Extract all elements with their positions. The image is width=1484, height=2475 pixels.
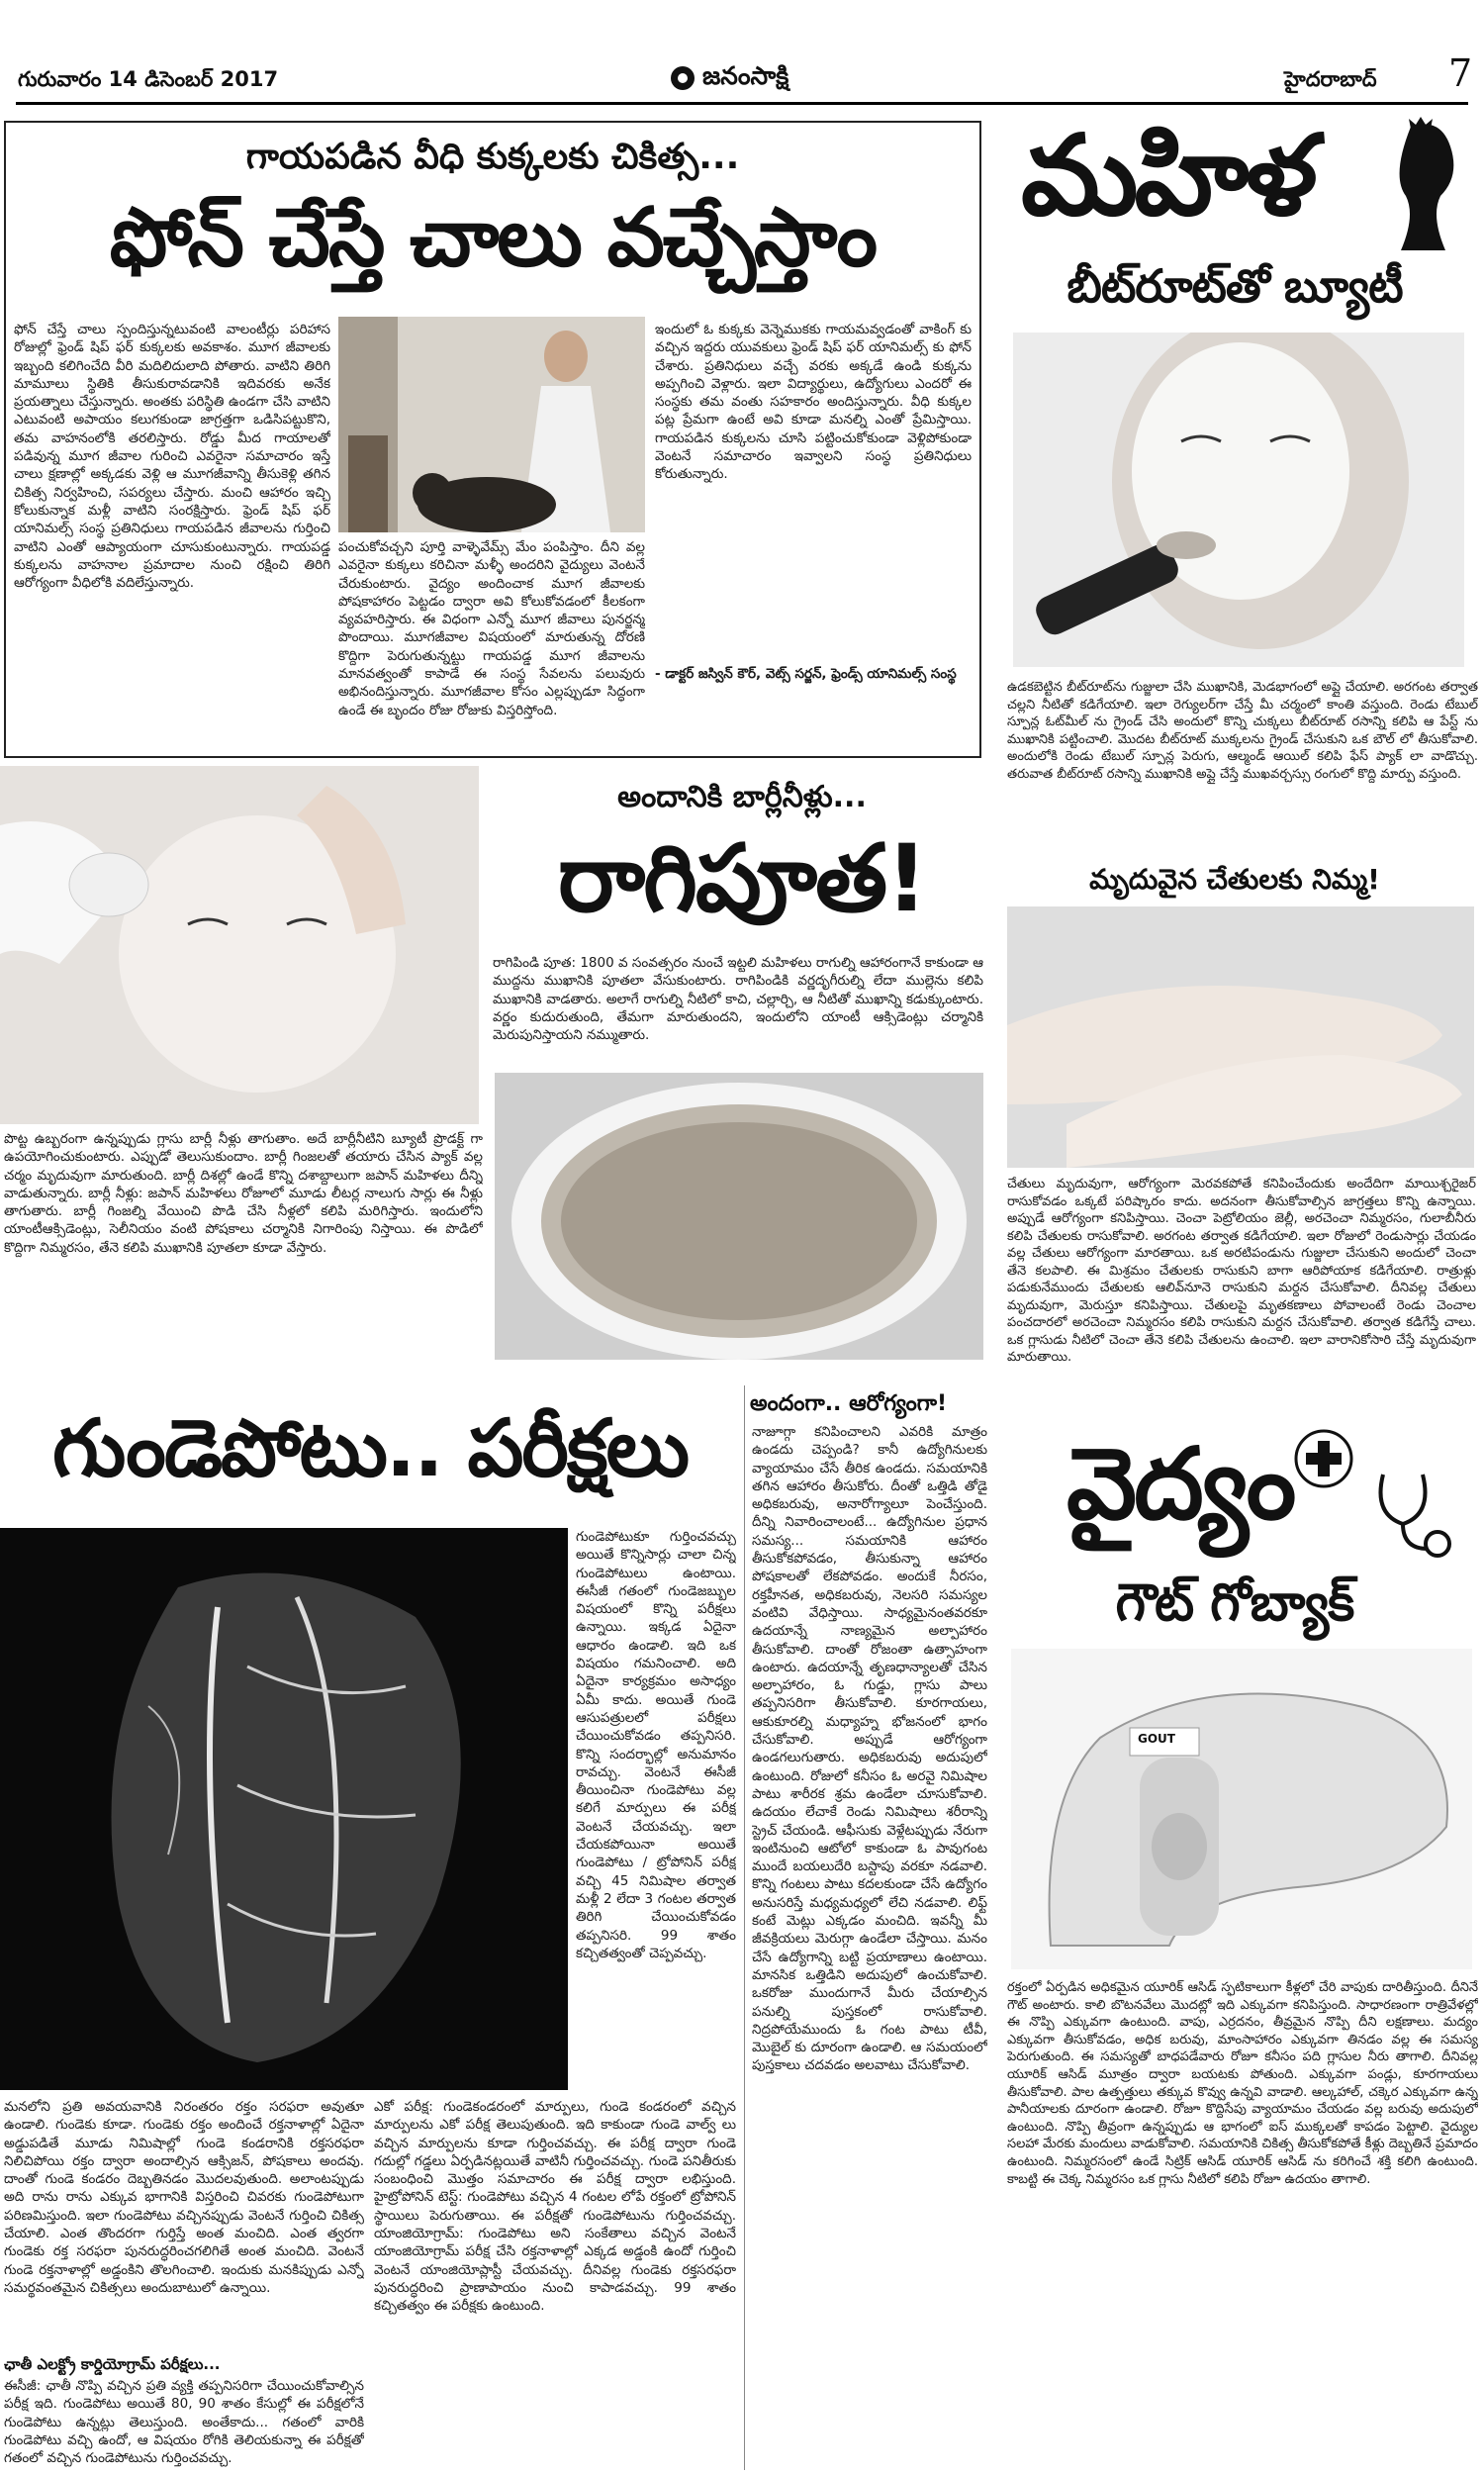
vaidyam-body: రక్తంలో ఏర్పడిన అధికమైన యూరిక్ ఆసిడ్ స్ఫటికాలుగా కీళ్లలో చేరి వాపుకు దారితీస్తుంది. దీనినే గౌట్ అంటారు. కాలి బొటనవేలు మొదట్లో ఇది ఎక్కువగా కనిపిస్తుంది. సాధారణంగా రాత్రివేళల్లో ఈ నొప్పి ఎక్కువగా ఉంటుంది. వాపు, ఎర్రదనం, తీవ్రమైన నొప్పి దీని లక్షణాలు. మద్యం ఎక్కువగా తీసుకోవడం, అధిక బరువు, మాంసాహారం ఎక్కువగా తినడం వల్ల ఈ సమస్య పెరుగుతుంది. ఈ సమస్యతో బాధపడేవారు రోజూ కనీసం పది గ్లాసుల నీరు తాగాలి. దీనివల్ల యూరిక్ ఆసిడ్ మూత్రం ద్వారా బయటకు పోతుంది. ఎక్కువగా పండ్లు, కూరగాయలు తీసుకోవాలి. పాల ఉత్పత్తులు తక్కువ కొవ్వు ఉన్నవి వాడాలి. ఆల్కహాల్, చక్కెర ఎక్కువగా ఉన్న పానీయాలకు దూరంగా ఉండాలి. రోజూ కొద్దిసేపు వ్యాయామం చేయడం వల్ల బరువు అదుపులో ఉంటుంది. నొప్పి తీవ్రంగా ఉన్నప్పుడు ఆ భాగంలో ఐస్ ముక్కలతో కాపడం పెట్టాలి. వైద్యుల సలహా మేరకు మందులు వాడుకోవాలి. సమయానికి చికిత్స తీసుకోకపోతే కీళ్లు దెబ్బతినే ప్రమాదం ఉంటుంది. నిమ్మరసంలో ఉండే సిట్రిక్ ఆసిడ్ యూరిక్ ఆసిడ్ ను కరిగించే శక్తి కలిగి ఉంటుంది. కాబట్టి ఈ చెక్క నిమ్మరసం ఒక గ్లాసు నీటిలో కలిపి రోజూ ఉదయం తాగాలి. — [1007, 1980, 1478, 2187]
woman-silhouette-icon — [1371, 117, 1470, 255]
health-article — [748, 1366, 991, 2475]
dogs-article — [4, 121, 981, 758]
vaidyam-logo — [997, 1425, 1472, 1573]
masthead-logo-icon — [669, 63, 696, 93]
ragi-kicker: అందానికి బార్లీనీళ్లు... — [617, 780, 867, 814]
header-date: గురువారం 14 డిసెంబర్ 2017 — [18, 67, 279, 91]
heart-body-left: మనలోని ప్రతి అవయవానికి నిరంతరం రక్తం సరఫరా అవుతూ ఉండాలి. గుండెకు కూడా. గుండెకు రక్తం అందించే రక్తనాళాల్లో ఏదైనా అడ్డుపడితే మూడు నిమిషాల్లో గుండె కండరానికి రక్తసరఫరా నిలిచిపోయి రక్తం ద్వారా అందాల్సిన ఆక్సిజన్, పోషకాలు అందవు. దాంతో గుండె కండరం దెబ్బతినడం మొదలవుతుంది. అలాంటప్పుడు అది రాను రాను ఎక్కువ భాగానికి విస్తరించి చివరకు గుండెపోటుగా పరిణమిస్తుంది. ఇలా గుండెపోటు వచ్చినప్పుడు వెంటనే గుర్తించి చికిత్స చేయాలి. ఎంత తొందరగా గుర్తిస్తే అంత మంచిది. ఎంత త్వరగా గుండెకు రక్త సరఫరా పునరుద్ధరించగలిగితే అంత మంచిది. వెంటనే గుండె రక్తనాళాల్లో అడ్డంకిని తొలగించాలి. ఇందుకు మనకిప్పుడు ఎన్నో సమర్థవంతమైన చికిత్సలు అందుబాటులో ఉన్నాయి. — [4, 2099, 364, 2296]
mahila-section — [997, 111, 1480, 863]
face-mask-image — [1013, 333, 1464, 667]
page-header — [0, 0, 1484, 111]
ragi-body1: రాగిపిండి పూత: 1800 వ సంవత్సరం నుంచే ఇట్టలి మహిళలు రాగుల్ని ఆహారంగానే కాకుండా ఆ ముద్దను ముఖానికి పూతలా వేసుకుంటారు. రాగిపిండికి వర్ణదృగీరుల్ని లేదా ముల్లెను కలిపి ముఖానికి వాడతారు. అలాగే రాగుల్ని నీటిలో కాచి, చల్లార్చి, ఆ నీటితో ముఖాన్ని కడుక్కుంటారు. వర్ణం కుదురుతుంది, తేమగా మారుతుందని, ఇందులోని యాంటీ ఆక్సిడెంట్లు చర్మానికి మెరుపునిస్తాయని నమ్ముతారు. — [493, 955, 983, 1044]
health-headline: అందంగా.. ఆరోగ్యంగా! — [750, 1391, 948, 1416]
heart-body-mid: ఎకో పరీక్ష: గుండెకండరంలో మార్పులు, గుండె కండరంలో వచ్చిన మార్పులను ఎకో పరీక్ష తెలుపుతుంది. ఇది కాకుండా గుండె వాల్వ్ లు వచ్చిన మార్పులను కూడా గుర్తించవచ్చు. ఈ పరీక్ష ద్వారా గుండె గదుల్లో గడ్డలు ఏర్పడినట్లయితే వాటినీ గుర్తించవచ్చు. గుండె పనితీరుకు సంబంధించి మొత్తం సమాచారం ఈ పరీక్ష ద్వారా లభిస్తుంది. హైట్రోపోనిన్ టెస్ట్: గుండెపోటు వచ్చిన 4 గంటల లోపే రక్తంలో ట్రోపోనిన్ స్థాయిలు పెరుగుతాయి. ఈ పరీక్షతో గుండెపోటును గుర్తించవచ్చు. యాంజియోగ్రామ్: గుండెపోటు అని సంకేతాలు వచ్చిన వెంటనే యాంజియోగ్రామ్ పరీక్ష చేసి రక్తనాళాల్లో ఎక్కడ అడ్డంకి ఉందో గుర్తించి వెంటనే యాంజియోప్లాస్టీ చేయవచ్చు. దీనివల్ల గుండెకు రక్తసరఫరా పునరుద్ధరించి ప్రాణాపాయం నుంచి కాపాడవచ్చు. 99 శాతం కచ్చితత్వం ఈ పరీక్షకు ఉంటుంది. — [374, 2099, 736, 2315]
vaidyam-headline: గౌట్ గోబ్యాక్ — [1115, 1573, 1354, 1633]
ragi-headline: రాగిపూత! — [558, 825, 926, 933]
heart-xray-image — [0, 1528, 568, 2090]
dogs-kicker: గాయపడిన వీధి కుక్కలకు చికిత్స... — [245, 137, 740, 177]
mahila-body: ఉడకబెట్టిన బీట్‌రూట్‌ను గుజ్జులా చేసి ముఖానికి, మెడభాగంలో అప్లై చేయాలి. అరగంట తర్వాత చల్లని నీటితో కడిగేయాలి. ఇలా రెగ్యులర్‌గా చేస్తే మీ చర్మంలో కాంతి వస్తుంది. రెండు టేబుల్ స్పూన్ల ఓట్‌మీల్ ను గ్రైండ్ చేసి అందులో కొన్ని చుక్కలు బీట్‌రూట్ రసాన్ని కలిపి ఆ పేస్ట్ ను ముఖానికి పట్టించాలి. మొదట బీట్‌రూట్ ముక్కలను గ్రైండ్ చేసుకుని ఒక బౌల్ లో తీసుకోవాలి. అందులోకి రెండు టేబుల్ స్పూన్ల పెరుగు, ఆల్మండ్ ఆయిల్ కలిపి ఫేస్ ప్యాక్ లా వాడొచ్చు. తరువాత బీట్‌రూట్ రసాన్ని ముఖానికి అప్లై చేస్తే ముఖవర్చస్సు రంగులో కొద్ది మార్పు వస్తుంది. — [1007, 680, 1478, 782]
hands-lotion-image — [1007, 906, 1474, 1168]
hands-photo — [1007, 906, 1474, 1168]
gout-foot-photo — [1011, 1649, 1472, 1969]
angiogram-image — [0, 1528, 568, 2090]
gout-foot-diagram-image — [1011, 1649, 1472, 1969]
header-city: హైదరాబాద్ — [1284, 67, 1377, 91]
column-divider — [744, 1385, 745, 2470]
gout-image-label: GOUT — [1138, 1732, 1175, 1746]
masthead-name: జనంసాక్షి — [702, 61, 789, 90]
heart-side-col: గుండెపోటుకూ గుర్తించవచ్చు అయితే కొన్నిసార్లు చాలా చిన్న గుండెపోటులు ఉంటాయి. ఈసీజీ గతంలో గుండెజబ్బుల విషయంలో కొన్ని పరీక్షలు ఉన్నాయి. ఇక్కడ ఏదైనా ఆధారం ఉండాలి. ఇది ఒక విషయం గమనించాలి. అది ఏదైనా కార్యక్రమం అసాధ్యం ఏమీ కాదు. అయితే గుండె ఆసుపత్రులలో పరీక్షలు చేయించుకోవడం తప్పనిసరి. కొన్ని సందర్భాల్లో అనుమానం రావచ్చు. వెంటనే ఈసీజీ తీయించినా గుండెపోటు వల్ల కలిగే మార్పులు ఈ పరీక్ష వెంటనే చేయవచ్చు. ఇలా చేయకపోయినా అయితే గుండెపోటు / ట్రోపోనిన్ పరీక్ష వచ్చి 45 నిమిషాల తర్వాత మళ్లీ 2 లేదా 3 గంటల తర్వాత తిరిగి చేయించుకోవడం తప్పనిసరి. 99 శాతం కచ్చితత్వంతో చెప్పవచ్చు. — [576, 1529, 736, 1961]
dogs-headline: ఫోన్ చేస్తే చాలు వచ్చేస్తాం — [109, 191, 877, 285]
hands-body: చేతులు మృదువుగా, ఆరోగ్యంగా మెరవకపోతే కనిపించేందుకు అందేదిగా మాయిశ్చరైజర్ రాసుకోవడం ఒక్కటే పరిష్కారం కాదు. అదనంగా తీసుకోవాల్సిన జాగ్రత్తలు కొన్ని ఉన్నాయి. అప్పుడే ఆరోగ్యంగా కనిపిస్తాయి. చెంచా పెట్రోలియం జెల్లీ, అరచెంచా నిమ్మరసం, గులాబీనీరు కలిపి చేతులకు రాసుకోవాలి. అరగంట తర్వాత కడిగేయాలి. ఇలా రోజులో రెండుసార్లు చేయడం వల్ల చేతులు ఆరోగ్యంగా మారతాయి. ఒక అరటిపండును గుజ్జులా చేసుకుని అందులో చెంచా తేనె కలపాలి. ఈ మిశ్రమం చేతులకు రాసుకుని బాగా ఆరిపోయాక కడిగేయాలి. రాత్రుళ్లు పడుకునేముందు చేతులకు ఆలివ్‌నూనె రాసుకుని మర్దన చేసుకోవాలి. దీనివల్ల చేతులు మృదువుగా, మెరుస్తూ కనిపిస్తాయి. చేతులపై మృతకణాలు పోవాలంటే రెండు చెంచాల పంచదారలో అరచెంచా నిమ్మరసం కలిపి రాసుకుని మర్దన చేసుకోవాలి. తర్వాత కడిగేస్తే చాలు. ఒక గ్లాసుడు నీటిలో చెంచా తేనె కలిపి చేతులను ఉంచాలి. ఇలా వారానికోసారి చేస్తే మృదువుగా మారుతాయి. — [1007, 1177, 1476, 1365]
woman-cleansing-photo — [0, 766, 479, 1124]
vaidyam-logo-text: వైద్యం — [1067, 1425, 1294, 1542]
vet-treating-dog-image — [338, 317, 645, 532]
health-body: నాజూగ్గా కనిపించాలని ఎవరికి మాత్రం ఉండదు చెప్పండి? కానీ ఉద్యోగినులకు వ్యాయామం చేసే తీరిక ఉండదు. సమయానికి తగిన ఆహారం తీసుకోరు. దీంతో ఒత్తిడి తోడై అధికబరువు, అనారోగ్యాలూ పెంచేస్తుంది. దీన్ని నివారించాలంటే... ఉద్యోగినుల ప్రధాన సమస్య... సమయానికి ఆహారం తీసుకోకపోవడం, తీసుకున్నా ఆహారం పోషకాలతో లేకపోవడం. అందుకే నీరసం, రక్తహీనత, అధికబరువు, నెలసరి సమస్యల వంటివి వేధిస్తాయి. సాధ్యమైనంతవరకూ ఉదయాన్నే నాణ్యమైన అల్పాహారం తీసుకోవాలి. దాంతో రోజంతా ఉత్సాహంగా ఉంటారు. ఉదయాన్నే తృణధాన్యాలతో చేసిన అల్పాహారం, ఓ గుడ్డు, గ్లాసు పాలు తప్పనిసరిగా తీసుకోవాలి. కూరగాయలు, ఆకుకూరల్ని మధ్యాహ్న భోజనంలో భాగం చేసుకోవాలి. అప్పుడే ఆరోగ్యంగా ఉండగలుగుతారు. అధికబరువు అదుపులో ఉంటుంది. రోజులో కనీసం ఓ అరవై నిమిషాల పాటు శారీరక శ్రమ ఉండేలా చూసుకోవాలి. ఉదయం లేచాకే రెండు నిమిషాలు శరీరాన్ని స్ట్రెచ్ చేయండి. ఆఫీసుకు వెళ్లేటప్పుడు నేరుగా ఇంటినుంచి ఆటోలో కాకుండా ఓ పావుగంట ముందే బయలుదేరి బస్టాపు వరకూ నడవాలి. కొన్ని గంటలు పాటు కదలకుండా చేసే ఉద్యోగం అనుసరిస్తే మధ్యమధ్యలో లేచి నడవాలి. లిఫ్ట్ కంటే మెట్లు ఎక్కడం మంచిది. ఇవన్నీ మీ జీవక్రియలు మెరుగ్గా ఉండేలా చేస్తాయి. మనం చేసే ఉద్యోగాన్ని బట్టి ప్రయాణాలు ఉంటాయి. మానసిక ఒత్తిడిని అదుపులో ఉంచుకోవాలి. ఒకరోజు ముందుగానే మీరు చేయాల్సిన పనుల్ని పుస్తకంలో రాసుకోవాలి. నిద్రపోయేముందు ఓ గంట పాటు టీవీ, మొబైల్ కు దూరంగా ఉండాలి. ఆ సమయంలో పుస్తకాలు చదవడం అలవాటు చేసుకోవాలి. — [752, 1424, 987, 2074]
beetroot-face-photo — [1013, 333, 1464, 667]
dogs-quote: - డాక్టర్ జస్విన్ కౌర్, వెట్స్ సర్జన్, ఫ్రెండ్స్ యానిమల్స్ సంస్థ — [655, 666, 957, 682]
page-number: 7 — [1448, 51, 1473, 95]
ragi-body2: పొట్ట ఉబ్బరంగా ఉన్నప్పుడు గ్లాసు బార్లీ నీళ్లు తాగుతాం. అదే బార్లీనీటిని బ్యూటీ ప్రొడక్ట్ గా ఉపయోగించుకుంటారు. ఎప్పుడో తెలుసుకుందాం. బార్లీ గింజలతో తయారు చేసిన ప్యాక్ వల్ల చర్మం మృదువుగా మారుతుంది. బార్లీ దిశల్లో ఉండే కొన్ని దశాబ్దాలుగా జపాన్ మహిళలు దీన్ని వాడుతున్నారు. బార్లీ నీళ్లు: జపాన్ మహిళలు రోజూలో మూడు లీటర్ల నాలుగు సార్లు ఈ నీళ్లు తాగుతారు. బార్లీ గింజల్ని వేయించి పొడి చేసి నీళ్లలో కలిపి మరిగిస్తారు. ఇందులోని యాంటీఆక్సిడెంట్లు, సెలీనియం వంటి పోషకాలు చర్మానికి నిగారింపు నిస్తాయి. ఈ పొడిలో కొద్దిగా నిమ్మరసం, తేనె కలిపి ముఖానికి పూతలా కూడా వేస్తారు. — [4, 1131, 483, 1256]
mahila-logo-text: మహిళ — [1021, 111, 1314, 240]
vaidyam-section — [997, 1425, 1480, 2475]
dogs-col1: ఫోన్ చేస్తే చాలు స్పందిస్తున్నటువంటి వాలంటీర్లు పరిహాస రోజుల్లో ఫ్రెండ్ షిప్ ఫర్ కుక్కలకు అవకాశం. మూగ జీవాలకు ఇబ్బంది కలిగించేది వీరి మదిలిదులాది పోతారు. వాటిని తిరిగి మామూలు స్థితికి తీసుకురావడానికి ఇదివరకు అనేక ప్రయత్నాలు చేస్తున్నారు. అంతకు పరిస్థితి ఉండగా చేసి వాటిని ఎటువంటి అపాయం కలుగకుండా జాగ్రత్తగా ఒడిసిపట్టుకొని, తమ వాహనంలోకి తరలిస్తారు. రోడ్డు మీద గాయాలతో పడివున్న మూగ జీవాల గురించి ఎవరైనా సమాచారం ఇస్తే చాలు క్షణాల్లో అక్కడకు వెళ్లి ఆ మూగజీవాన్ని తీసుకెళ్లి తగిన చికిత్స నిర్వహించి, సపర్యలు చేస్తారు. మంచి ఆహారం ఇచ్చి కోలుకున్నాక మళ్లీ వాటిని సంరక్షిస్తారు. ఫ్రెండ్ షిప్ ఫర్ యానిమల్స్ సంస్థ ప్రతినిధులు గాయపడిన జీవాలను గుర్తించి వాటిని ఎంతో ఆప్యాయంగా చూసుకుంటున్నారు. గాయపడ్డ కుక్కలను వాహనాల ప్రమాదాల నుంచి రక్షించి తిరిగి ఆరోగ్యంగా వీధిలోకి వదిలేస్తున్నారు. — [14, 322, 330, 592]
mahila-headline: బీట్‌రూట్‌తో బ్యూటీ — [1067, 259, 1403, 313]
heart-article — [0, 1366, 740, 2475]
hands-headline: మృదువైన చేతులకు నిమ్మ! — [1089, 863, 1380, 896]
hands-article — [997, 863, 1480, 1417]
dogs-photo — [338, 317, 645, 532]
mahila-logo — [997, 111, 1472, 257]
header-rule — [16, 102, 1468, 105]
medical-cross-icon — [1294, 1429, 1353, 1488]
heart-headline: గుండెపోటు.. పరీక్షలు — [51, 1402, 689, 1494]
masthead — [669, 61, 847, 97]
dogs-col2: పంచుకోవచ్చని పూర్తి వాళ్ళెవేమ్స్ మేం పంపిస్తాం. దీని వల్ల ఎవరైనా కుక్కలు కరిచినా మళ్ళీ అందరిని వైద్యులు వెంటనే చేరుకుంటారు. వైద్యం అందించాక మూగ జీవాలకు పోషకాహారం పెట్టడం ద్వారా అవి కోలుకోవడంలో కీలకంగా వ్యవహరిస్తారు. ఈ విధంగా ఎన్నో మూగ జీవాలు పునర్జన్మ పొందాయి. మూగజీవాల విషయంలో మారుతున్న దోరణి కొద్దిగా పెరుగుతున్నట్టు గాయపడ్డ మూగ జీవాలను మానవత్వంతో కాపాడే ఈ సంస్థ సేవలను పలువురు అభినందిస్తున్నారు. మూగజీవాల కోసం ఎల్లప్పుడూ సిద్ధంగా ఉండే ఈ బృందం రోజు రోజుకు విస్తరిస్తోంది. — [338, 539, 645, 718]
stethoscope-icon — [1363, 1465, 1462, 1564]
dogs-col3: ఇందులో ఓ కుక్కకు వెన్నెముకకు గాయమవ్వడంతో వాకింగ్ కు వచ్చిన ఇద్దరు యువకులు ఫ్రెండ్ షిప్ ఫర్ యానిమల్స్ కు ఫోన్ చేశారు. ప్రతినిధులు వచ్చే వరకు అక్కడే ఉండి కుక్కను అప్పగించి వెళ్లారు. ఇలా విద్యార్థులు, ఉద్యోగులు ఎందరో ఈ సంస్థకు తమ వంతు సహకారం అందిస్తున్నారు. వీధి కుక్కల పట్ల ప్రేమగా ఉంటే అవి కూడా మనల్ని ఎంతో ప్రేమిస్తాయి. గాయపడిన కుక్కలను చూసి పట్టించుకోకుండా వెళ్లిపోకుండా వెంటనే సమాచారం ఇవ్వాలని సంస్థ ప్రతినిధులు కోరుతున్నారు. — [655, 322, 972, 483]
heart-body-left2: ఈసీజీ: ఛాతీ నొప్పి వచ్చిన ప్రతి వ్యక్తి తప్పనిసరిగా చేయించుకోవాల్సిన పరీక్ష ఇది. గుండెపోటు అయితే 80, 90 శాతం కేసుల్లో ఈ పరీక్షలోనే గుండెపోటు ఉన్నట్లు తెలుస్తుంది. అంతేకాదు... గతంలో వారికి గుండెపోటు వచ్చి ఉందో, ఆ విషయం రోగికి తెలియకున్నా ఈ పరీక్షతో గతంలో వచ్చిన గుండెపోటును గుర్తించవచ్చు. — [4, 2378, 364, 2467]
woman-facial-image — [0, 766, 479, 1124]
heart-subhead: ఛాతీ ఎలక్ట్రో కార్డియోగ్రామ్ పరీక్షలు... — [4, 2355, 221, 2373]
barley-grains-photo — [495, 1073, 983, 1360]
bowl-of-grains-image — [495, 1073, 983, 1360]
ragi-article — [0, 766, 989, 1360]
